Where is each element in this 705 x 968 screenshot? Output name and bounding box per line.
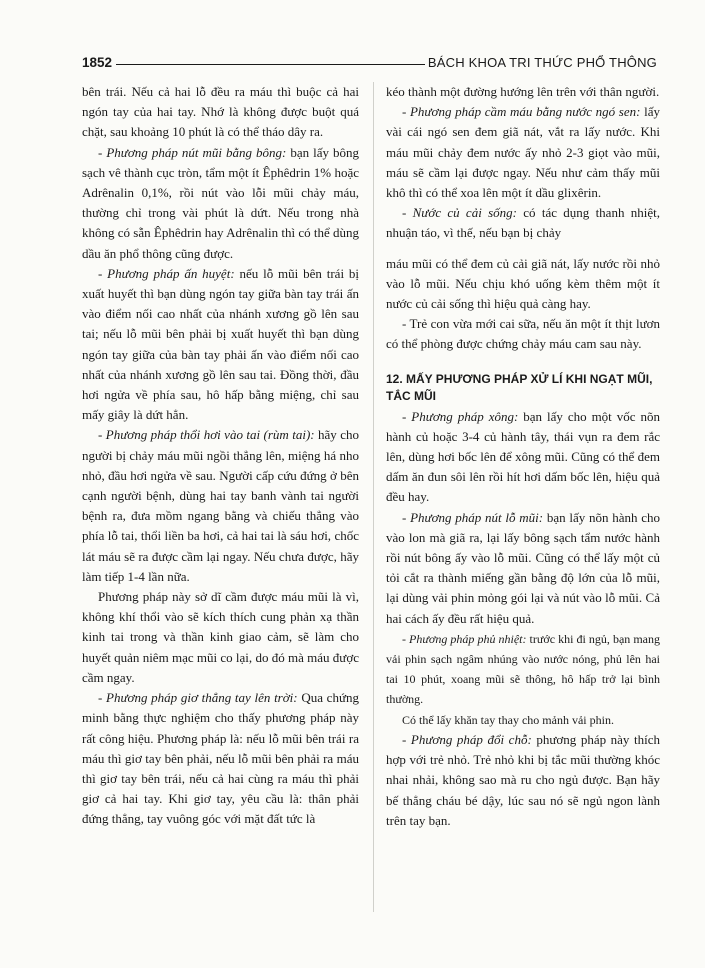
page-number: 1852 [82, 55, 113, 70]
paragraph [82, 143, 359, 264]
running-header [82, 48, 657, 70]
method-text: nếu lỗ mũi bên trái bị xuất huyết thì bạn dùng ngón tay giữa bàn tay trái ấn vào điểm nối cao nhất của nhánh xương gồ lên sau tai; nếu lỗ mũi bên phải bị xuất huyết thì bạn dùng ngón tay giữa của bàn tay phải ấn vào điểm nối cao nhất của nhánh xương gồ lên sau tai. Đồng thời, đầu hơi ngửa về phía sau, hô hấp bằng miệng, chỉ sau mấy giây là dứt hẳn. [82, 265, 360, 423]
method-label: - Phương pháp giơ thẳng tay lên trời: [98, 690, 298, 706]
method-label: - Phương pháp cầm máu bằng nước ngó sen: [402, 104, 641, 120]
method-text: bạn lấy nõn hành cho vào lon mà giã ra, lại lấy bông sạch tẩm nước hành rồi nút bông ấy vào lỗ mũi. Cũng có thể lấy một củ tỏi cắt ra thành miếng gần bằng độ lớn của lỗ mũi, lại dùng vải phin mỏng gói lại và nút vào lỗ mũi. Cả hai cách ấy đều rất hiệu quả. [386, 509, 660, 626]
method-text: hãy cho người bị chảy máu mũi ngồi thẳng lên, miệng há nho nhỏ, đầu hơi ngửa về sau. Người cấp cứu đứng ở bên cạnh người bệnh, dùng hai tay banh vành tai người bệnh ra, đưa mồm ngang bằng và chiếu thẳng vào phía lỗ tai, thổi liền ba hơi, cả hai tai là sáu hơi, chốc lát máu sẽ ra được cầm lại ngay. Nếu chưa được, hãy làm tiếp 1-4 lần nữa. [82, 427, 359, 584]
method-text: có tác dụng thanh nhiệt, nhuận táo, vì thế, nếu bạn bị chảy [386, 205, 660, 241]
method-text: bạn lấy bông sạch vê thành cục tròn, tẩm một ít Êphêdrin 1% hoặc Adrênalin 0,1%, rồi nút vào lỗi mũi chảy máu, thường chỉ trong vài phút là dứt. Nếu trong nhà không có sẵn Êphêdrin hay Adrênalin thì có thể dùng dầu ăn phổ thông cũng được. [82, 144, 359, 261]
method-text: bạn lấy cho một vốc nõn hành củ hoặc 3-4 củ hành tây, thái vụn ra đem rắc lên, dùng hơi bốc lên để xông mũi. Cũng có thể đem dấm ăn đun sôi lên rồi hít hơi dấm bốc lên, hiệu quả đều hay. [386, 408, 660, 505]
paragraph: Có thể lấy khăn tay thay cho mảnh vải phin. [402, 712, 614, 727]
header-rule [116, 64, 425, 65]
paragraph: Phương pháp này sở dĩ cầm được máu mũi là vì, không khí thổi vào sẽ kích thích cung phản xạ thần kinh tai trong và thần kinh giao cảm, sẽ làm cho huyết quản niêm mạc mũi co lại, do đó mà máu được cầm ngay. [82, 589, 359, 685]
paragraph [386, 629, 660, 710]
method-label: - Phương pháp thổi hơi vào tai (rùm tai): [98, 427, 315, 443]
method-label: - Phương pháp nút mũi bằng bông: [98, 144, 287, 160]
method-label: - Phương pháp nút lỗ mũi: [402, 509, 544, 525]
paragraph [386, 407, 660, 508]
paragraph [82, 425, 359, 587]
paragraph [82, 264, 359, 426]
method-label: - Phương pháp xông: [402, 408, 519, 424]
paragraph: bên trái. Nếu cả hai lỗ đều ra máu thì buộc cả hai ngón tay của hai tay. Nhớ là không được buột quá chặt, sau khoảng 10 phút là có thể tháo dây ra. [82, 84, 359, 140]
method-label: - Phương pháp phủ nhiệt: [402, 631, 527, 646]
paragraph: - Trẻ con vừa mới cai sữa, nếu ăn một ít thịt lươn có thể phòng được chứng chảy máu cam sau này. [386, 316, 660, 352]
paragraph [386, 203, 660, 243]
method-label: - Phương pháp ấn huyệt: [98, 265, 235, 281]
column-divider [373, 82, 374, 912]
paragraph [386, 508, 660, 629]
paragraph [386, 730, 660, 831]
running-title: BÁCH KHOA TRI THỨC PHỔ THÔNG [427, 55, 657, 70]
paragraph: máu mũi có thể đem củ cải giã nát, lấy nước rồi nhỏ vào lỗ mũi. Nếu chịu khó uống kèm thêm một ít nước củ cải sống thì hiệu quả càng hay. [386, 255, 660, 312]
paragraph [82, 688, 359, 829]
method-label: - Phương pháp đổi chỗ: [402, 731, 532, 747]
method-text: lấy vài cái ngó sen đem giã nát, vắt ra lấy nước. Khi máu mũi chảy đem nước ấy nhỏ 2-3 giọt vào mũi, máu sẽ cầm lại được ngay. Nếu như cảm thấy mũi khô thì có thể xoa lên một ít dầu glixêrin. [386, 104, 660, 201]
right-column [386, 82, 660, 831]
method-label: - Nước củ cải sống: [402, 205, 517, 221]
method-text: phương pháp này thích hợp với trẻ nhỏ. Trẻ nhỏ khi bị tắc mũi thường khóc nhai nhải, không sao mà ru cho ngủ được. Bạn hãy bế thẳng cháu bé dậy, lúc sau nó sẽ ngủ ngon lành trên tay bạn. [386, 731, 660, 828]
method-text: Qua chứng minh bằng thực nghiệm cho thấy phương pháp này rất công hiệu. Phương pháp là: nếu lỗ mũi bên trái ra máu thì giơ tay bên phải, nếu lỗ mũi bên phải ra máu thì giơ tay bên trái, nếu cả hai cùng ra máu thì phải giơ cả hai tay. Khi giơ tay, yêu cầu là: thân phải đứng thẳng, tay vuông góc với mặt đất tức là [82, 690, 359, 827]
paragraph [386, 102, 660, 203]
method-text: trước khi đi ngủ, bạn mang vải phin sạch ngâm nhúng vào nước nóng, phủ lên hai tai 10 phút, xoang mũi sẽ thông, hô hấp trở lại bình thường. [386, 631, 660, 707]
left-column [82, 82, 359, 830]
paragraph: kéo thành một đường hướng lên trên với thân người. [386, 84, 660, 99]
section-heading: 12. MẤY PHƯƠNG PHÁP XỬ LÍ KHI NGẠT MŨI, TẮC MŨI [386, 371, 653, 403]
